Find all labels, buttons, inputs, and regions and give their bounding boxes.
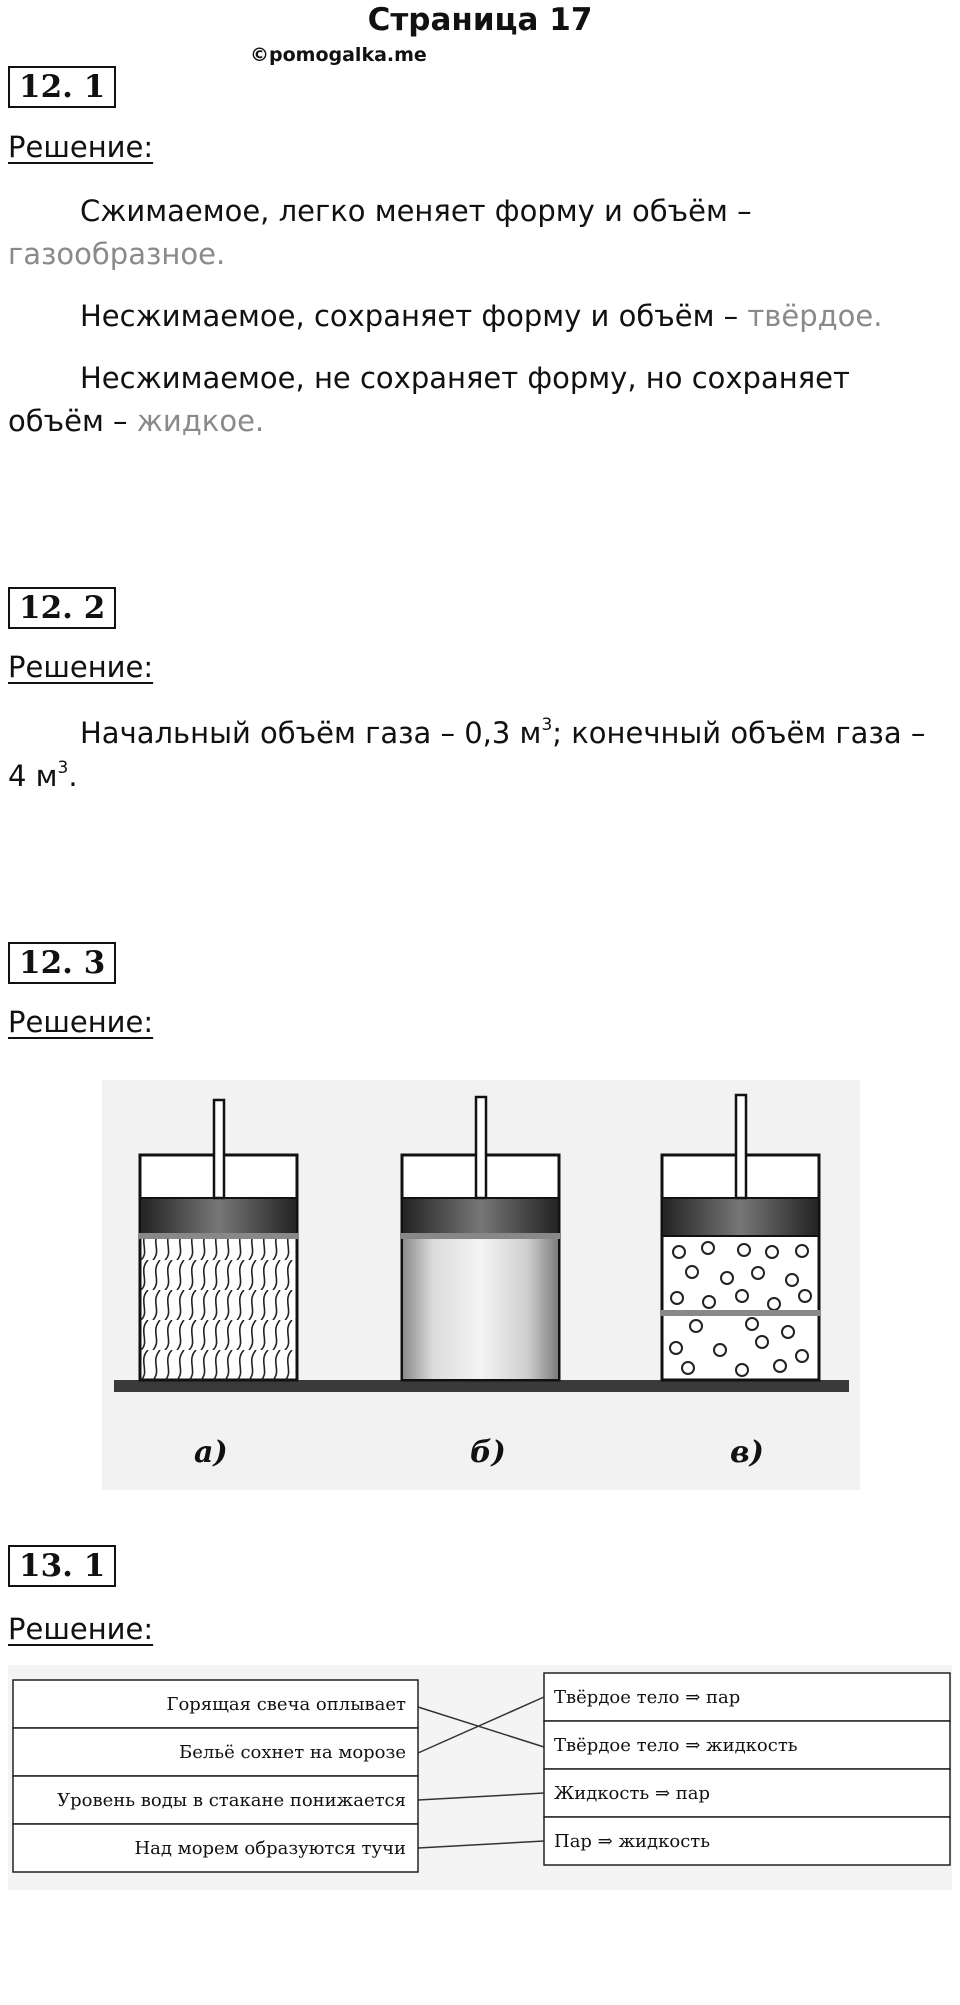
answer-paragraph bbox=[8, 190, 948, 276]
match-line bbox=[418, 1697, 544, 1753]
match-line bbox=[418, 1793, 544, 1800]
transition-3: Жидкость ⇒ пар bbox=[554, 1783, 711, 1804]
transition-2: Твёрдое тело ⇒ жидкость bbox=[554, 1735, 798, 1756]
matching-diagram bbox=[8, 1665, 952, 1890]
cylinder-gas bbox=[660, 1095, 821, 1380]
answer-text: объём – bbox=[8, 404, 128, 438]
cylinders-figure bbox=[102, 1080, 860, 1490]
answer-solid: твёрдое. bbox=[747, 299, 883, 333]
match-line bbox=[418, 1707, 544, 1747]
phenomenon-2: Бельё сохнет на морозе bbox=[178, 1742, 406, 1763]
answer-text: Сжимаемое, легко меняет форму и объём – bbox=[80, 194, 752, 228]
answer-text: Несжимаемое, сохраняет форму и объём – bbox=[80, 299, 739, 333]
figure-label-b: б) bbox=[470, 1435, 506, 1470]
answer-paragraph bbox=[8, 357, 948, 443]
ground-line bbox=[114, 1380, 849, 1392]
answer-paragraph bbox=[8, 712, 948, 798]
phenomenon-4: Над морем образуются тучи bbox=[134, 1838, 406, 1859]
answer-paragraph bbox=[8, 295, 948, 338]
phenomenon-3: Уровень воды в стакане понижается bbox=[57, 1790, 406, 1811]
solution-label: Решение: bbox=[8, 650, 154, 684]
superscript: 3 bbox=[57, 758, 69, 778]
cylinder-liquid bbox=[400, 1097, 561, 1380]
answer-text: Начальный объём газа – 0,3 м bbox=[80, 716, 542, 750]
phenomenon-1: Горящая свеча оплывает bbox=[166, 1694, 406, 1715]
task-number-13-1: 13. 1 bbox=[8, 1545, 116, 1587]
figure-label-c: в) bbox=[730, 1435, 764, 1470]
solution-label: Решение: bbox=[8, 1005, 154, 1039]
solution-label: Решение: bbox=[8, 1612, 154, 1646]
watermark: ©pomogalka.me bbox=[250, 44, 427, 66]
cylinder-solid bbox=[138, 1100, 299, 1380]
solution-label: Решение: bbox=[8, 130, 154, 164]
answer-text: Несжимаемое, не сохраняет форму, но сохраняет bbox=[80, 361, 850, 395]
answer-text: . bbox=[68, 759, 78, 793]
transition-4: Пар ⇒ жидкость bbox=[554, 1831, 711, 1852]
task-number-12-1: 12. 1 bbox=[8, 66, 116, 108]
page-title: Страница 17 bbox=[367, 2, 593, 38]
answer-liquid: жидкое. bbox=[136, 404, 265, 438]
answer-text: ; конечный объём газа – bbox=[552, 716, 926, 750]
task-number-12-2: 12. 2 bbox=[8, 587, 116, 629]
superscript: 3 bbox=[541, 715, 553, 735]
answer-gas: газообразное. bbox=[8, 237, 226, 271]
figure-label-a: а) bbox=[194, 1435, 228, 1470]
transition-1: Твёрдое тело ⇒ пар bbox=[554, 1687, 741, 1708]
match-line bbox=[418, 1841, 544, 1848]
answer-text: 4 м bbox=[8, 759, 58, 793]
task-number-12-3: 12. 3 bbox=[8, 942, 116, 984]
